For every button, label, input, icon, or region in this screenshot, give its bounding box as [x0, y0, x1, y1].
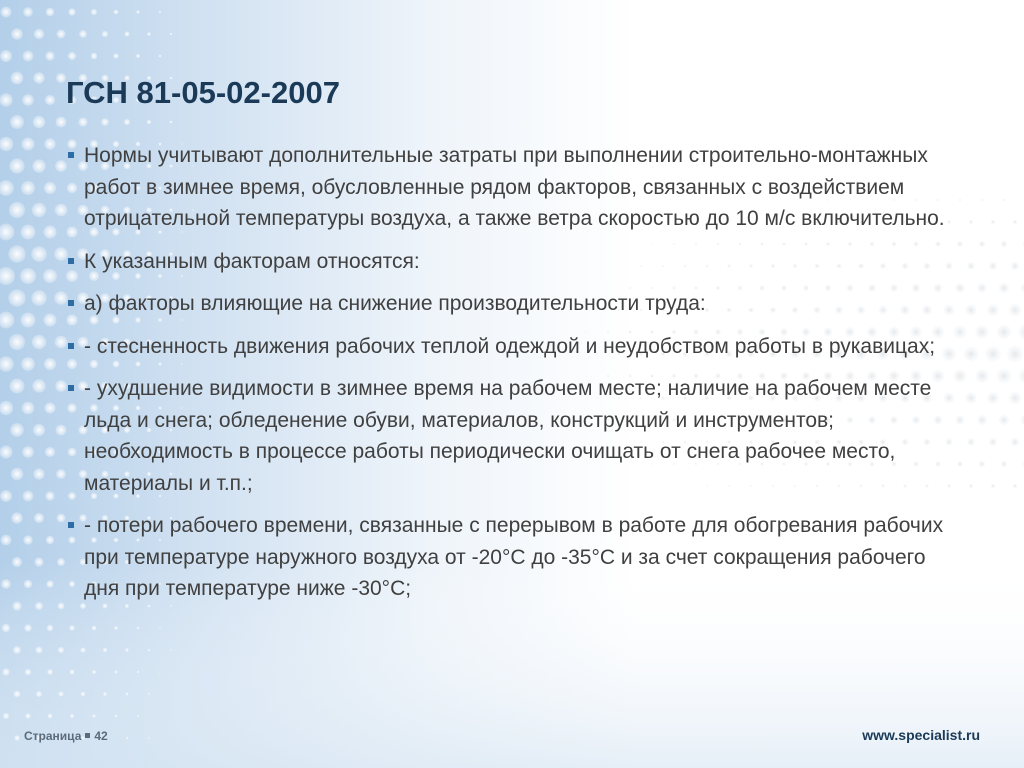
- page-number: 42: [94, 729, 108, 743]
- halftone-dot: [1013, 484, 1018, 489]
- halftone-dot: [103, 692, 107, 696]
- bullet-text: - ухудшение видимости в зимнее время на рабочем месте; наличие на рабочем месте льда и снега; обледенение обуви, материалов, конструкций и инструментов; необходимость в процессе работы периодически очищать от снега рабочее место, материалы и т.п.;: [84, 377, 932, 495]
- halftone-dot: [965, 304, 976, 315]
- halftone-dot: [1011, 262, 1020, 271]
- halftone-dot: [25, 713, 30, 718]
- halftone-dot: [101, 118, 109, 126]
- halftone-dot: [965, 392, 976, 403]
- halftone-dot: [1003, 199, 1006, 202]
- halftone-dot: [967, 438, 975, 446]
- halftone-dot: [991, 220, 996, 225]
- halftone-dot: [1013, 220, 1018, 225]
- halftone-dot: [48, 714, 53, 719]
- halftone-dot: [967, 262, 975, 270]
- halftone-dot: [33, 468, 44, 479]
- halftone-dot: [24, 624, 32, 632]
- list-item: [64, 246, 964, 278]
- halftone-dot: [70, 714, 74, 718]
- halftone-dot: [969, 220, 973, 224]
- halftone-dot: [44, 358, 56, 370]
- square-bullet-icon: [68, 152, 74, 158]
- halftone-dot: [159, 671, 161, 673]
- halftone-dot: [36, 647, 43, 654]
- halftone-dot: [36, 691, 42, 697]
- halftone-dot: [44, 138, 55, 149]
- square-bullet-icon: [68, 343, 74, 349]
- halftone-dot: [114, 670, 117, 673]
- halftone-dot: [22, 446, 34, 458]
- halftone-dot: [31, 290, 46, 305]
- halftone-dot: [91, 53, 98, 60]
- halftone-dot: [68, 8, 75, 15]
- halftone-dot: [23, 51, 34, 62]
- halftone-dot: [43, 225, 56, 238]
- halftone-dot: [11, 72, 24, 85]
- square-bullet-icon: [68, 385, 74, 391]
- halftone-dot: [969, 484, 973, 488]
- halftone-dot: [58, 691, 63, 696]
- halftone-dot: [9, 158, 24, 173]
- halftone-dot: [10, 379, 25, 394]
- halftone-dot: [34, 557, 43, 566]
- bullet-text: К указанным факторам относятся:: [84, 249, 420, 273]
- halftone-dot: [46, 8, 55, 17]
- halftone-dot: [113, 53, 118, 58]
- halftone-dot: [989, 438, 997, 446]
- halftone-dot: [10, 423, 24, 437]
- halftone-dot: [148, 649, 151, 652]
- halftone-dot: [0, 490, 12, 502]
- halftone-dot: [21, 357, 35, 371]
- halftone-dot: [92, 626, 97, 631]
- halftone-dot: [124, 119, 130, 125]
- halftone-dot: [22, 94, 34, 106]
- halftone-dot: [9, 202, 25, 218]
- halftone-dot: [47, 669, 53, 675]
- halftone-dot: [22, 402, 35, 415]
- halftone-dot: [2, 624, 11, 633]
- halftone-dot: [46, 580, 54, 588]
- halftone-dot: [68, 52, 76, 60]
- halftone-dot: [8, 289, 25, 306]
- halftone-dot: [11, 468, 24, 481]
- halftone-dot: [979, 241, 985, 247]
- page-label: Страница: [24, 729, 82, 743]
- bullet-text: - потери рабочего времени, связанные с перерывом в работе для обогревания рабочих при температуре наружного воздуха от -20°С до -35°С и за счет сокращения рабочего дня при температуре ниже -30°С;: [84, 514, 944, 600]
- halftone-dot: [25, 669, 32, 676]
- bullet-text: а) факторы влияющие на снижение производительности труда:: [84, 292, 706, 315]
- halftone-dot: [32, 203, 46, 217]
- halftone-dot: [56, 73, 66, 83]
- halftone-dot: [975, 325, 989, 339]
- halftone-dot: [69, 625, 75, 631]
- halftone-dot: [1, 579, 11, 589]
- halftone-dot: [45, 95, 55, 105]
- halftone-dot: [124, 31, 129, 36]
- halftone-dot: [1, 7, 12, 18]
- halftone-dot: [44, 402, 55, 413]
- halftone-dot: [57, 30, 66, 39]
- halftone-dot: [33, 72, 44, 83]
- halftone-dot: [21, 313, 36, 328]
- slide-title: ГСН 81-05-02-2007: [66, 75, 340, 110]
- halftone-dot: [115, 715, 118, 718]
- halftone-dot: [979, 461, 985, 467]
- halftone-dot: [34, 513, 44, 523]
- halftone-dot: [10, 115, 24, 129]
- halftone-dot: [987, 392, 999, 404]
- footer-website: www.specialist.ru: [862, 727, 980, 743]
- halftone-dot: [8, 245, 25, 262]
- square-bullet-icon: [68, 258, 74, 264]
- halftone-dot: [58, 647, 64, 653]
- halftone-dot: [981, 199, 984, 202]
- halftone-dot: [23, 535, 33, 545]
- halftone-dot: [33, 424, 45, 436]
- halftone-dot: [985, 346, 1001, 362]
- bullet-text: - стесненность движения рабочих теплой одеждой и неудобством работы в рукавицах;: [84, 334, 936, 358]
- halftone-dot: [80, 647, 85, 652]
- halftone-dot: [987, 304, 999, 316]
- bullet-text: Нормы учитывают дополнительные затраты при выполнении строительно-монтажных работ в зимнее время, обусловленные рядом факторов, связанных с воздействием отрицательной температуры воздуха, а также ветра скоростью до 10 м/с включительно.: [84, 144, 945, 230]
- halftone-dot: [1001, 461, 1008, 468]
- halftone-dot: [999, 283, 1010, 294]
- halftone-dot: [137, 671, 139, 673]
- halftone-dot: [148, 693, 150, 695]
- list-item: [64, 331, 964, 363]
- halftone-dot: [997, 325, 1012, 340]
- halftone-dot: [92, 670, 96, 674]
- halftone-dot: [1, 535, 12, 546]
- halftone-dot: [79, 30, 87, 38]
- halftone-dot: [44, 314, 57, 327]
- list-item: [64, 510, 964, 605]
- halftone-dot: [23, 491, 34, 502]
- halftone-dot: [32, 159, 45, 172]
- halftone-dot: [125, 648, 129, 652]
- halftone-dot: [32, 379, 45, 392]
- halftone-dot: [999, 415, 1010, 426]
- halftone-dot: [91, 9, 97, 15]
- halftone-dot: [137, 627, 140, 630]
- halftone-dot: [45, 51, 54, 60]
- halftone-dot: [21, 181, 35, 195]
- halftone-dot: [114, 10, 119, 15]
- halftone-dot: [46, 536, 54, 544]
- halftone-dot: [56, 117, 67, 128]
- halftone-dot: [997, 369, 1012, 384]
- halftone-dot: [2, 668, 9, 675]
- halftone-dot: [22, 138, 35, 151]
- halftone-dot: [964, 347, 979, 362]
- halftone-dot: [44, 182, 56, 194]
- halftone-dot: [20, 268, 36, 284]
- list-item: [64, 373, 964, 499]
- halftone-dot: [70, 670, 75, 675]
- halftone-dot: [170, 33, 173, 36]
- halftone-dot: [78, 117, 87, 126]
- halftone-dot: [12, 557, 22, 567]
- halftone-dot: [1009, 304, 1022, 317]
- halftone-dot: [0, 50, 12, 62]
- list-item: [64, 140, 964, 235]
- halftone-dot: [975, 369, 989, 383]
- halftone-dot: [31, 246, 47, 262]
- halftone-dot: [3, 713, 9, 719]
- halftone-dot: [92, 714, 95, 717]
- square-bullet-icon: [68, 522, 74, 528]
- halftone-dot: [1001, 241, 1008, 248]
- halftone-dot: [47, 625, 54, 632]
- halftone-dot: [147, 32, 151, 36]
- halftone-dot: [137, 715, 139, 717]
- footer-page-indicator: [24, 729, 108, 743]
- halftone-dot: [45, 447, 55, 457]
- halftone-dot: [14, 735, 20, 741]
- halftone-dot: [147, 120, 152, 125]
- halftone-dot: [23, 7, 33, 17]
- halftone-dot: [11, 28, 23, 40]
- halftone-dot: [103, 648, 107, 652]
- halftone-dot: [81, 692, 86, 697]
- halftone-dot: [159, 627, 161, 629]
- halftone-dot: [11, 512, 22, 523]
- halftone-dot: [114, 626, 118, 630]
- square-bullet-icon: [68, 300, 74, 306]
- halftone-dot: [45, 491, 54, 500]
- halftone-dot: [126, 693, 129, 696]
- bullet-list: [64, 140, 964, 616]
- halftone-dot: [170, 649, 172, 651]
- halftone-dot: [35, 602, 43, 610]
- halftone-dot: [136, 10, 140, 14]
- halftone-dot: [148, 737, 150, 739]
- halftone-dot: [159, 55, 162, 58]
- halftone-dot: [977, 415, 987, 425]
- halftone-dot: [21, 225, 36, 240]
- halftone-dot: [991, 484, 996, 489]
- halftone-dot: [989, 262, 997, 270]
- halftone-dot: [34, 29, 44, 39]
- list-item: [64, 288, 964, 320]
- halftone-dot: [170, 121, 173, 124]
- halftone-dot: [32, 335, 46, 349]
- halftone-dot: [0, 445, 13, 458]
- halftone-dot: [24, 580, 33, 589]
- halftone-dot: [102, 31, 108, 37]
- halftone-dot: [13, 646, 21, 654]
- halftone-dot: [33, 116, 45, 128]
- halftone-dot: [1011, 438, 1020, 447]
- halftone-dot: [43, 269, 57, 283]
- halftone-dot: [9, 334, 25, 350]
- separator-icon: [85, 733, 90, 738]
- halftone-dot: [1007, 346, 1024, 363]
- halftone-dot: [977, 283, 987, 293]
- halftone-dot: [14, 691, 21, 698]
- halftone-dot: [1009, 392, 1022, 405]
- halftone-dot: [126, 737, 128, 739]
- halftone-dot: [12, 601, 21, 610]
- halftone-dot: [136, 54, 140, 58]
- halftone-dot: [159, 11, 161, 13]
